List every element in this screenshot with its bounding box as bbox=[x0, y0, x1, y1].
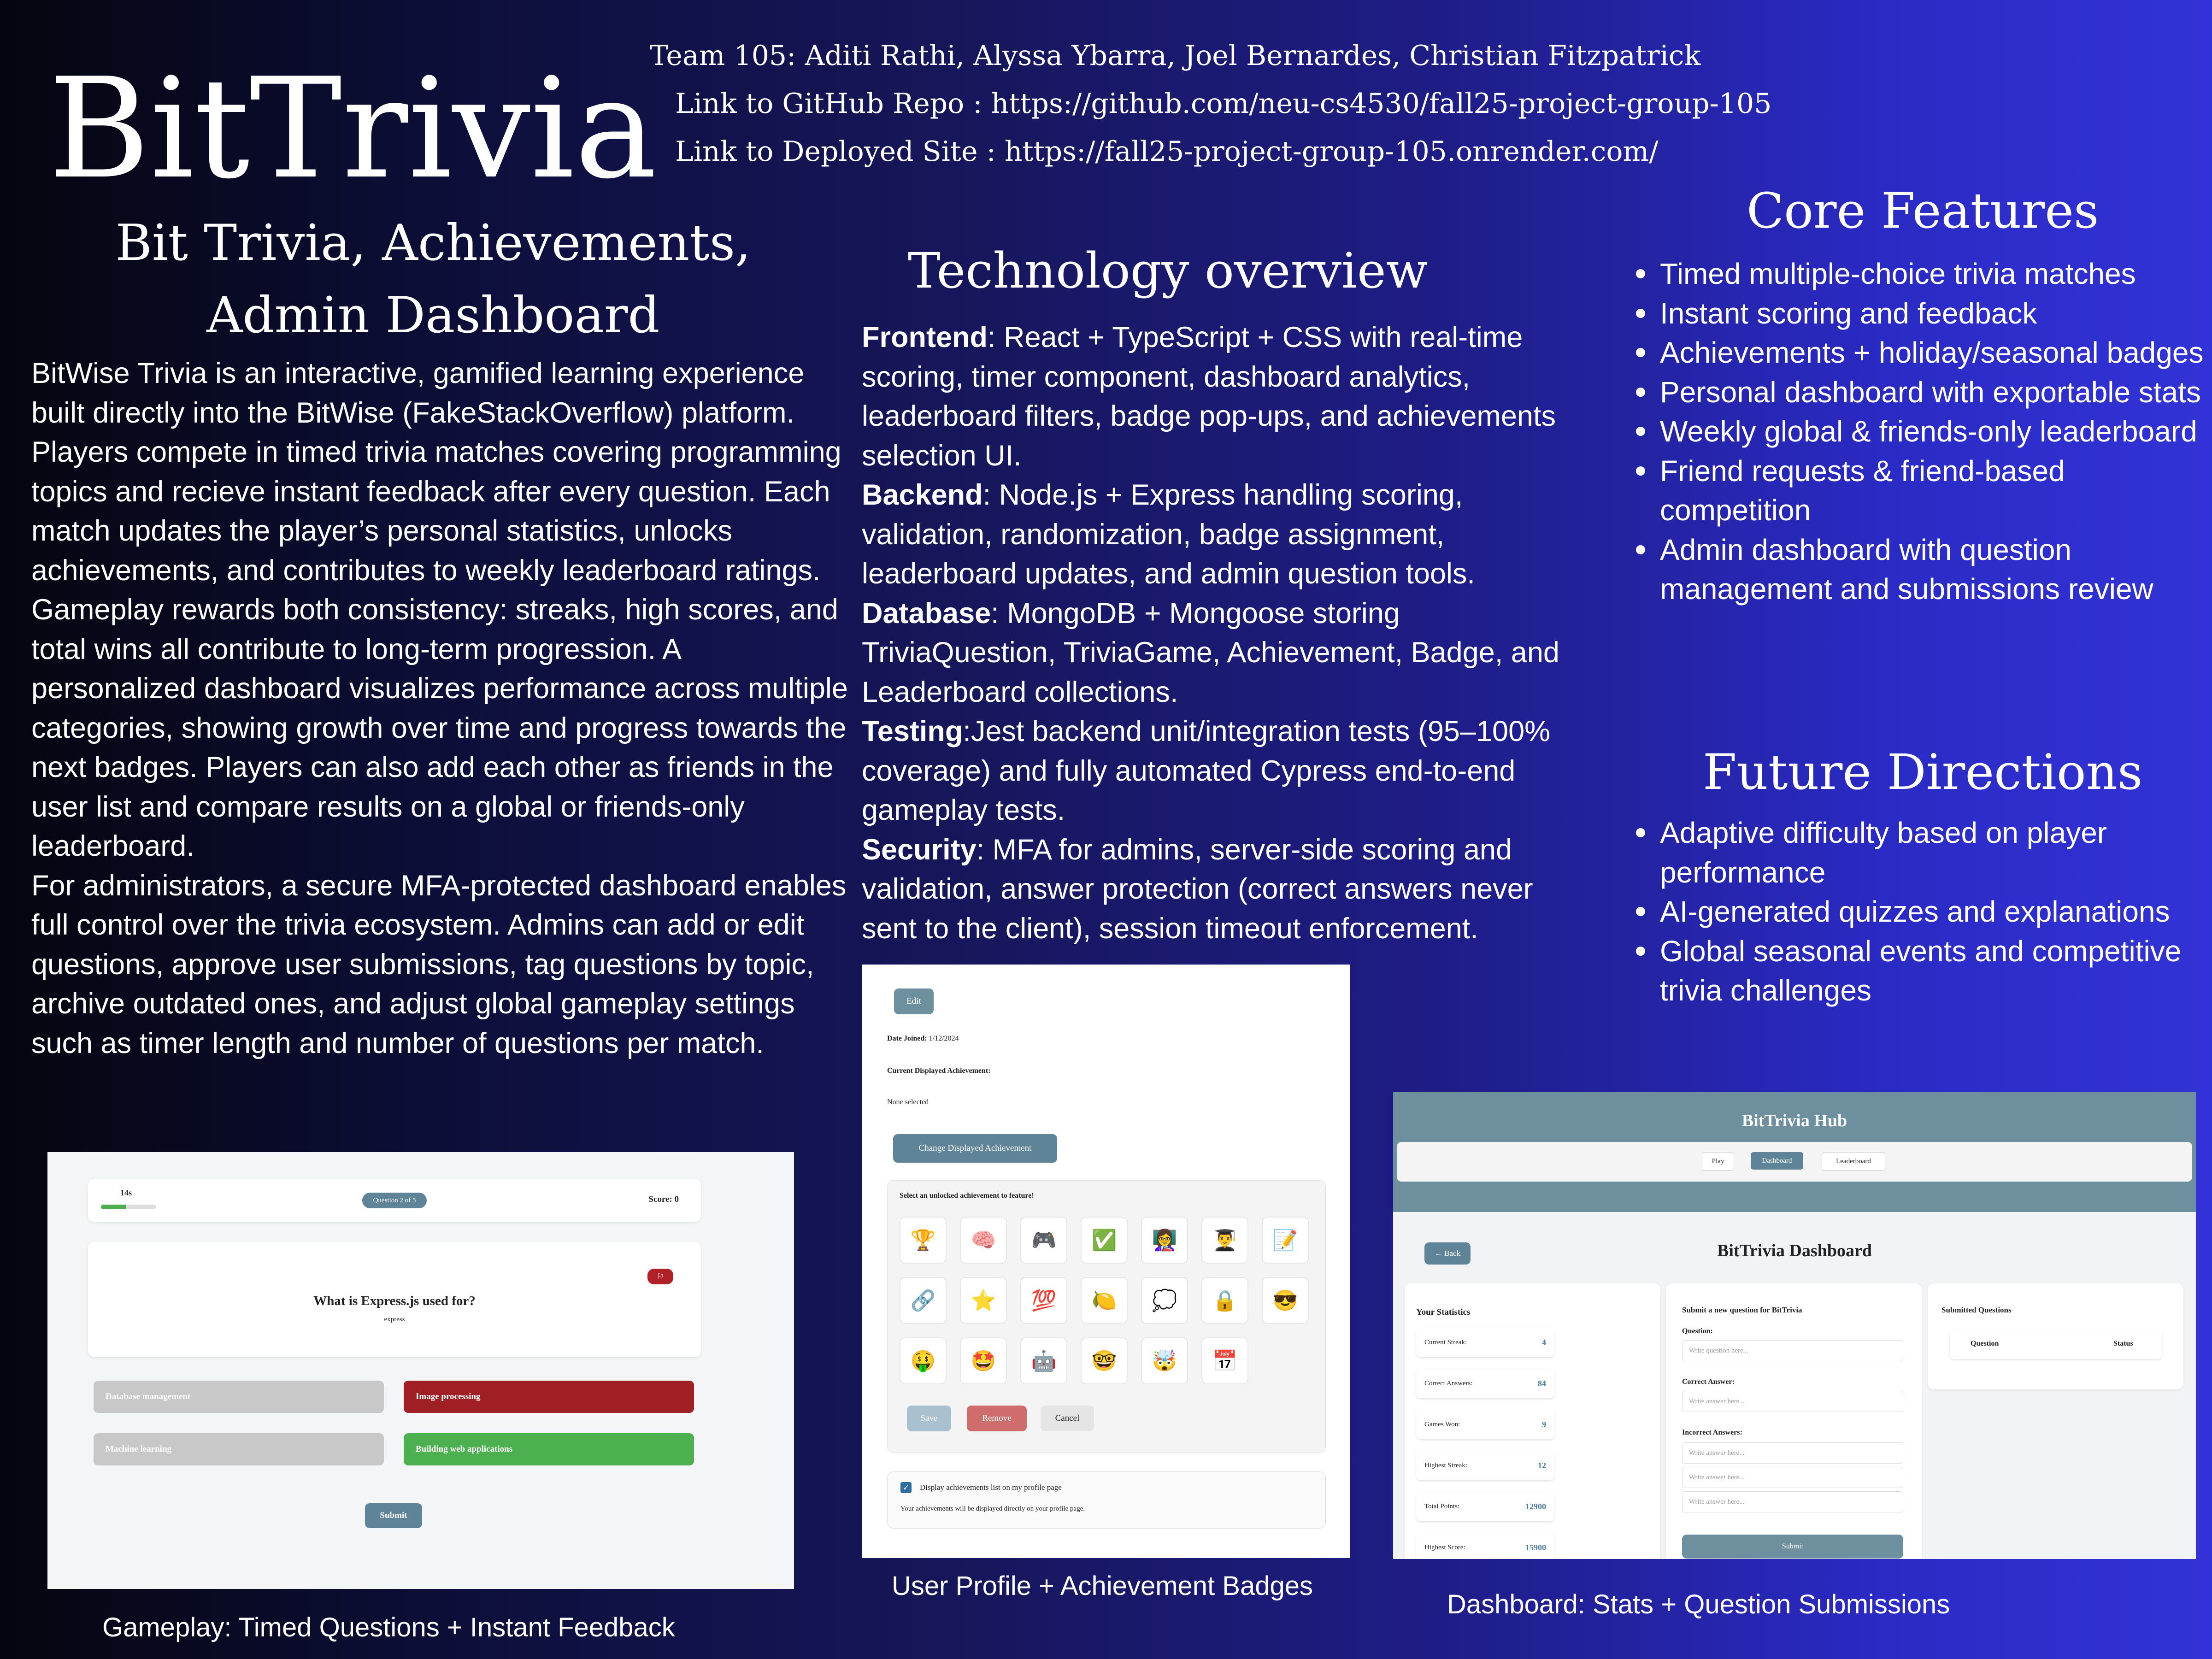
future-title: Future Directions bbox=[1703, 744, 2143, 800]
features-list bbox=[1631, 254, 2212, 609]
submit-button[interactable]: Submit bbox=[365, 1503, 422, 1528]
future-item: AI-generated quizzes and explanations bbox=[1631, 892, 2212, 932]
question-card bbox=[88, 1242, 701, 1357]
future-list bbox=[1631, 813, 2212, 1011]
dashboard-title: BitTrivia Dashboard bbox=[1717, 1241, 1872, 1260]
stat-row: Correct Answers: 84 bbox=[1416, 1369, 1554, 1398]
date-joined: Date Joined: 1/12/2024 bbox=[887, 1035, 959, 1042]
question-text: What is Express.js used for? bbox=[313, 1294, 476, 1308]
achievement-badge[interactable]: 🤓 bbox=[1081, 1337, 1128, 1384]
feature-item: Friend requests & friend-based competition bbox=[1631, 452, 2212, 530]
incorrect-answer-input[interactable]: Write answer here... bbox=[1682, 1491, 1903, 1512]
achievement-badge[interactable]: 📅 bbox=[1201, 1337, 1248, 1384]
feature-item: Achievements + holiday/seasonal badges bbox=[1631, 333, 2212, 373]
achievement-badge[interactable]: 😎 bbox=[1262, 1277, 1309, 1324]
intro-paragraph: For administrators, a secure MFA-protected dashboard enables full control over the trivia ecosystem. Admins can add or edit questions, approve user submissions, tag questions by topic, archive outdated ones, and adjust global gameplay settings such as timer length and number of questions per match. bbox=[31, 869, 847, 1059]
achievement-badge[interactable]: 💯 bbox=[1020, 1277, 1067, 1324]
feature-item: Personal dashboard with exportable stats bbox=[1631, 373, 2212, 412]
incorrect-answers-label: Incorrect Answers: bbox=[1682, 1429, 1742, 1436]
dashboard-caption: Dashboard: Stats + Question Submissions bbox=[1447, 1589, 1950, 1619]
future-item: Adaptive difficulty based on player performance bbox=[1631, 813, 2212, 892]
achievement-badge[interactable]: 🤑 bbox=[900, 1337, 947, 1384]
stat-row: Highest Score: 15900 bbox=[1416, 1533, 1554, 1559]
stats-title: Your Statistics bbox=[1416, 1307, 1471, 1317]
achievement-badge[interactable]: 🎮 bbox=[1020, 1217, 1067, 1264]
hub-title: BitTrivia Hub bbox=[1741, 1111, 1847, 1130]
tech-item-frontend: Frontend: React + TypeScript + CSS with real-time scoring, timer component, dashboard analytics, leaderboard filters, badge pop-ups, and achievements selection UI. bbox=[862, 321, 1556, 472]
answer-option-incorrect[interactable]: Image processing bbox=[404, 1381, 694, 1413]
features-title: Core Features bbox=[1747, 182, 2099, 239]
answer-option[interactable]: Database management bbox=[94, 1381, 384, 1413]
profile-screenshot bbox=[862, 965, 1350, 1558]
stat-row: Current Streak: 4 bbox=[1416, 1328, 1554, 1357]
profile-caption: User Profile + Achievement Badges bbox=[892, 1571, 1313, 1601]
feature-item: Weekly global & friends-only leaderboard bbox=[1631, 412, 2212, 452]
checkbox-label: Display achievements list on my profile page bbox=[920, 1483, 1062, 1492]
repo-link[interactable]: Link to GitHub Repo : https://github.com/neu-cs4530/fall25-project-group-105 bbox=[675, 88, 1772, 120]
achievement-picker bbox=[887, 1180, 1326, 1453]
achievement-badge[interactable]: ✅ bbox=[1081, 1217, 1128, 1264]
achievement-badge[interactable]: 📝 bbox=[1262, 1217, 1309, 1264]
nav-dashboard[interactable]: Dashboard bbox=[1751, 1152, 1803, 1170]
flag-icon[interactable]: ⚐ bbox=[647, 1269, 673, 1284]
question-input[interactable]: Write question here... bbox=[1682, 1340, 1903, 1361]
feature-item: Instant scoring and feedback bbox=[1631, 294, 2212, 334]
future-item: Global seasonal events and competitive trivia challenges bbox=[1631, 932, 2212, 1011]
edit-button[interactable]: Edit bbox=[894, 988, 934, 1014]
question-hint: express bbox=[384, 1316, 405, 1323]
achievement-badge[interactable]: 👨‍🎓 bbox=[1201, 1217, 1248, 1264]
intro-paragraph: BitWise Trivia is an interactive, gamified learning experience built directly into the BitWise (FakeStackOverflow) platform. Players compete in timed trivia matches covering programming topics and recieve instant feedback after every question. Each match updates the player’s personal statistics, unlocks achievements, and contributes to weekly leaderboard ratings. bbox=[31, 357, 841, 587]
achievement-badge[interactable]: 🍋 bbox=[1081, 1277, 1128, 1324]
back-button[interactable]: ← Back bbox=[1424, 1242, 1471, 1265]
achievement-badge[interactable]: 🏆 bbox=[900, 1217, 947, 1264]
select-prompt: Select an unlocked achievement to feature! bbox=[900, 1192, 1034, 1200]
poster-title: BitTrivia bbox=[48, 48, 657, 209]
achievement-badge[interactable]: ⭐ bbox=[960, 1277, 1007, 1324]
tech-list bbox=[862, 318, 1581, 948]
stat-row: Total Points: 12900 bbox=[1416, 1492, 1554, 1521]
achievement-badge[interactable]: 🤩 bbox=[960, 1337, 1007, 1384]
achievement-badge[interactable]: 🤖 bbox=[1020, 1337, 1067, 1384]
achievement-badge[interactable]: 🧠 bbox=[960, 1217, 1007, 1264]
save-button[interactable]: Save bbox=[907, 1406, 951, 1431]
project-subtitle: Bit Trivia, Achievements, Admin Dashboard bbox=[115, 214, 751, 344]
intro-text bbox=[31, 354, 852, 1063]
submitted-questions-card bbox=[1928, 1283, 2183, 1389]
checkbox-note: Your achievements will be displayed directly on your profile page. bbox=[900, 1505, 1085, 1512]
dashboard-screenshot bbox=[1393, 1092, 2196, 1559]
cancel-button[interactable]: Cancel bbox=[1041, 1406, 1094, 1431]
tech-item-database: Database: MongoDB + Mongoose storing TriviaQuestion, TriviaGame, Achievement, Badge, and Leaderboard collections. bbox=[862, 597, 1559, 708]
display-achievements-checkbox[interactable]: ✓ bbox=[900, 1482, 912, 1493]
col-question: Question bbox=[1971, 1340, 1999, 1347]
display-achievements-box bbox=[887, 1471, 1326, 1529]
stats-card bbox=[1405, 1283, 1660, 1559]
current-achievement-label: Current Displayed Achievement: bbox=[887, 1067, 991, 1075]
team-line: Team 105: Aditi Rathi, Alyssa Ybarra, Joel Bernardes, Christian Fitzpatrick bbox=[650, 40, 1701, 72]
timer-text: 14s bbox=[120, 1188, 132, 1197]
timer-bar bbox=[101, 1205, 156, 1209]
answer-option[interactable]: Machine learning bbox=[94, 1433, 384, 1465]
score-text: Score: 0 bbox=[648, 1194, 679, 1204]
timer-bar-fill bbox=[101, 1205, 126, 1209]
incorrect-answer-input[interactable]: Write answer here... bbox=[1682, 1467, 1903, 1488]
feature-item: Admin dashboard with question management and submissions review bbox=[1631, 530, 2212, 609]
achievement-badge[interactable]: 👩‍🏫 bbox=[1141, 1217, 1188, 1264]
correct-answer-label: Correct Answer: bbox=[1682, 1378, 1735, 1386]
question-badge: Question 2 of 5 bbox=[362, 1193, 427, 1208]
tech-title: Technology overview bbox=[908, 242, 1428, 299]
achievement-badge[interactable]: 🔒 bbox=[1201, 1277, 1248, 1324]
achievement-badge[interactable]: 🔗 bbox=[900, 1277, 947, 1324]
tech-item-backend: Backend: Node.js + Express handling scoring, validation, randomization, badge assignment, leaderboard updates, and admin question tools. bbox=[862, 479, 1475, 590]
correct-answer-input[interactable]: Write answer here... bbox=[1682, 1391, 1903, 1412]
submit-question-button[interactable]: Submit bbox=[1682, 1535, 1903, 1559]
achievement-badge[interactable]: 🤯 bbox=[1141, 1337, 1188, 1384]
submit-question-card bbox=[1666, 1283, 1922, 1559]
col-status: Status bbox=[2113, 1340, 2133, 1347]
submit-question-title: Submit a new question for BitTrivia bbox=[1682, 1306, 1802, 1314]
hub-header bbox=[1393, 1092, 2196, 1212]
incorrect-answer-input[interactable]: Write answer here... bbox=[1682, 1442, 1903, 1464]
stat-row: Games Won: 9 bbox=[1416, 1410, 1554, 1439]
answer-option-correct[interactable]: Building web applications bbox=[404, 1433, 694, 1465]
submitted-table-header bbox=[1950, 1330, 2162, 1359]
nav-leaderboard[interactable]: Leaderboard bbox=[1822, 1152, 1885, 1171]
feature-item: Timed multiple-choice trivia matches bbox=[1631, 254, 2212, 294]
hub-nav bbox=[1397, 1142, 2192, 1182]
tech-item-security: Security: MFA for admins, server-side scoring and validation, answer protection (correct answers never sent to the client), session timeout enforcement. bbox=[862, 833, 1533, 945]
stat-row: Highest Streak: 12 bbox=[1416, 1451, 1554, 1480]
gameplay-screenshot bbox=[47, 1152, 794, 1589]
tech-item-testing: Testing:Jest backend unit/integration tests (95–100% coverage) and fully automated Cypress end-to-end gameplay tests. bbox=[862, 715, 1551, 826]
achievement-badge[interactable]: 💭 bbox=[1141, 1277, 1188, 1324]
game-status-bar bbox=[88, 1179, 701, 1222]
change-achievement-button[interactable]: Change Displayed Achievement bbox=[893, 1134, 1057, 1163]
gameplay-caption: Gameplay: Timed Questions + Instant Feedback bbox=[102, 1612, 675, 1642]
remove-button[interactable]: Remove bbox=[967, 1406, 1027, 1431]
none-selected: None selected bbox=[887, 1098, 929, 1106]
submitted-questions-title: Submitted Questions bbox=[1941, 1306, 2012, 1314]
site-link[interactable]: Link to Deployed Site : https://fall25-project-group-105.onrender.com/ bbox=[675, 135, 1659, 168]
question-label: Question: bbox=[1682, 1327, 1713, 1335]
intro-paragraph: Gameplay rewards both consistency: streaks, high scores, and total wins all contribute to long-term progression. A personalized dashboard visualizes performance across multiple categories, showing growth over time and progress towards the next badges. Players can also add each other as friends in the user list and compare results on a global or friends-only leaderboard. bbox=[31, 594, 848, 862]
nav-play[interactable]: Play bbox=[1702, 1152, 1734, 1171]
